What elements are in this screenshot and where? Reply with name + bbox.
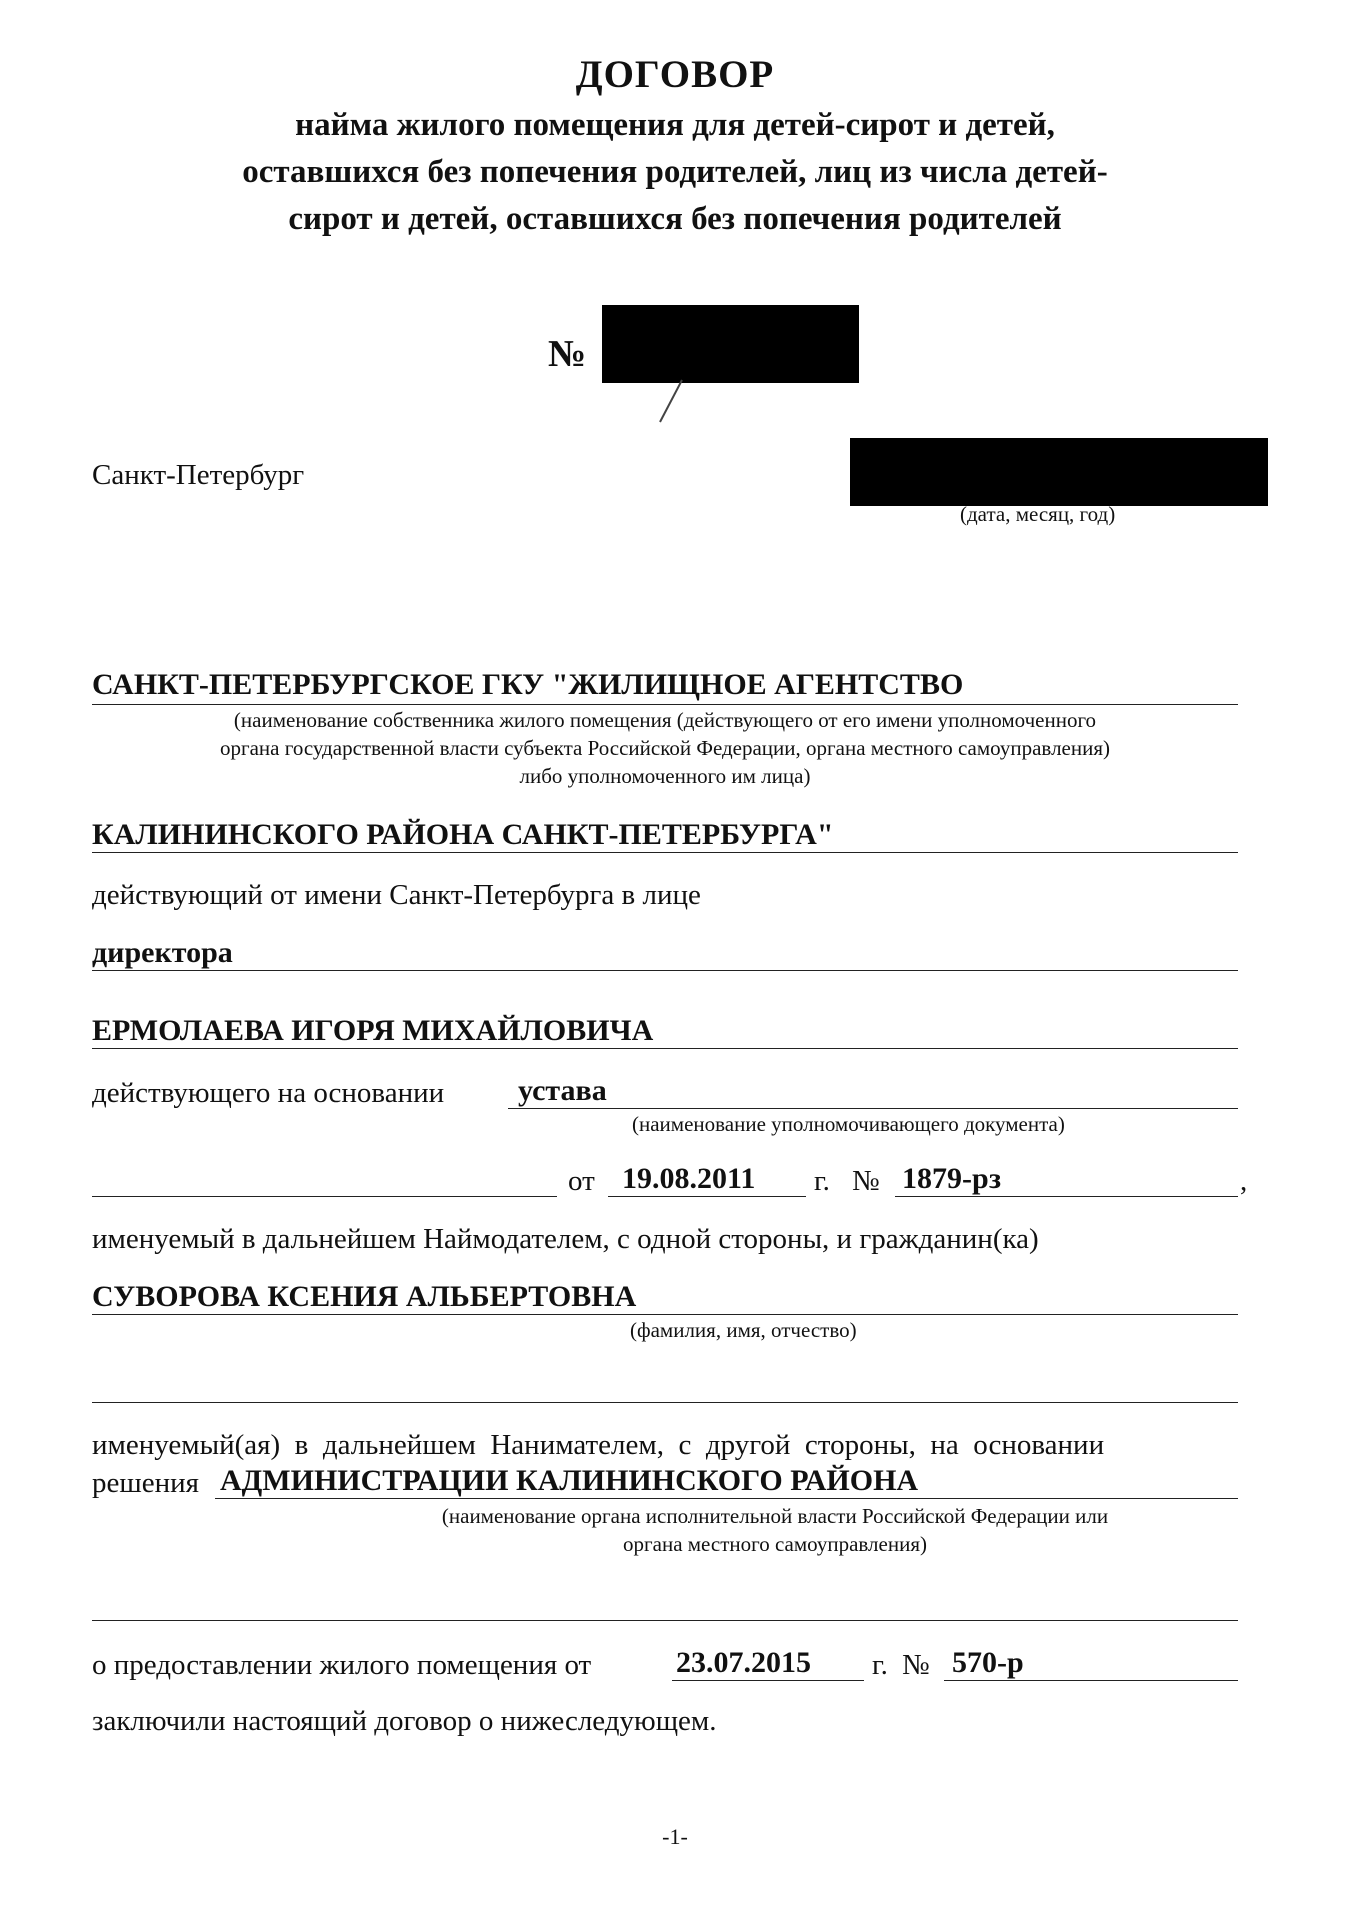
authority-caption [340,1502,1210,1558]
tenant-name-underline [92,1314,1238,1315]
provision-number-label: № [902,1649,930,1681]
director-name-underline [92,1048,1238,1049]
decision-label: решения [92,1467,199,1499]
pen-mark-icon [652,378,692,424]
blank-line [92,1620,1238,1621]
position-underline [92,970,1238,971]
from-label: от [568,1165,595,1197]
basis-value: устава [518,1074,607,1107]
owner-caption-line: (наименование собственника жилого помещения (действующего от его имени уполномоченного [233,708,1097,732]
blank-line [92,1402,1238,1403]
year-label: г. [814,1165,830,1197]
provision-date: 23.07.2015 [676,1646,811,1679]
landlord-name-line2-underline [92,852,1238,853]
basis-doc-date-underline [608,1196,806,1197]
provision-year-label: г. [872,1649,888,1681]
owner-caption-line: либо уполномоченного им лица) [519,764,811,788]
blank-underline [92,1196,557,1197]
trailing-comma: , [1240,1165,1248,1197]
basis-doc-number: 1879-рз [902,1162,1002,1195]
subtitle-line: сирот и детей, оставшихся без попечения родителей [288,201,1062,237]
subtitle-line: найма жилого помещения для детей-сирот и детей, [295,107,1055,143]
provision-text: о предоставлении жилого помещения от [92,1649,592,1681]
basis-doc-number-underline [895,1196,1238,1197]
acting-text: действующий от имени Санкт-Петербурга в лице [92,879,701,911]
provision-number: 570-р [952,1646,1024,1679]
contract-number-label: № [548,333,587,375]
redacted-contract-number [602,305,859,383]
authority-name: АДМИНИСТРАЦИИ КАЛИНИНСКОГО РАЙОНА [220,1464,919,1497]
number-label: № [852,1165,880,1197]
basis-doc-date: 19.08.2011 [622,1162,756,1195]
page-number: -1- [662,1824,688,1849]
tenant-role-text: именуемый(ая) в дальнейшем Нанимателем, с другой стороны, на основании [92,1429,1105,1461]
date-caption: (дата, месяц, год) [960,502,1116,526]
authority-caption-line: (наименование органа исполнительной власти Российской Федерации или [441,1504,1109,1528]
director-position: директора [92,936,233,969]
tenant-name-caption: (фамилия, имя, отчество) [630,1318,857,1342]
tenant-name: СУВОРОВА КСЕНИЯ АЛЬБЕРТОВНА [92,1280,637,1313]
landlord-name-line1-underline [92,704,1238,705]
authority-caption-line: органа местного самоуправления) [623,1532,927,1556]
basis-label: действующего на основании [92,1077,445,1109]
basis-underline [508,1108,1238,1109]
owner-caption-line: органа государственной власти субъекта Российской Федерации, органа местного самоуправления) [219,736,1110,760]
tenant-intro-text: именуемый в дальнейшем Наймодателем, с одной стороны, и гражданин(ка) [92,1223,1039,1255]
provision-number-underline [944,1680,1238,1681]
document-subtitle [100,102,1250,243]
closing-text: заключили настоящий договор о нижеследующем. [92,1705,717,1737]
owner-caption [92,706,1238,790]
document-title: ДОГОВОР [575,53,775,96]
redacted-date [850,438,1268,506]
provision-date-underline [672,1680,864,1681]
basis-caption: (наименование уполномочивающего документа) [632,1112,1065,1136]
director-name: ЕРМОЛАЕВА ИГОРЯ МИХАЙЛОВИЧА [92,1014,654,1047]
landlord-name-line2: КАЛИНИНСКОГО РАЙОНА САНКТ-ПЕТЕРБУРГА" [92,818,834,851]
landlord-name-line1: САНКТ-ПЕТЕРБУРГСКОЕ ГКУ "ЖИЛИЩНОЕ АГЕНТСТВО [92,668,964,701]
authority-underline [215,1498,1238,1499]
city-label: Санкт-Петербург [92,459,305,491]
subtitle-line: оставшихся без попечения родителей, лиц из числа детей- [242,154,1108,190]
